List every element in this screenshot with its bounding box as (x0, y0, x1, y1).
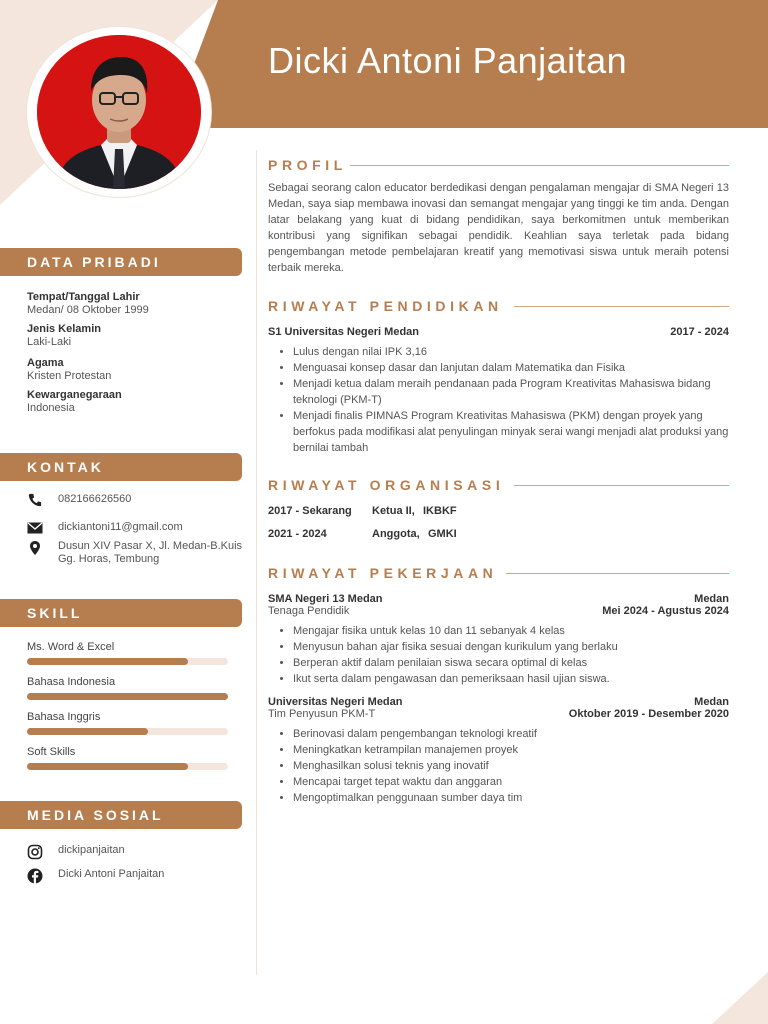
phone-icon (27, 493, 43, 507)
skill-fill (27, 763, 188, 770)
skill-bar (27, 693, 228, 700)
profil-text: Sebagai seorang calon educator berdedikasi dengan pengalaman mengajar di SMA Negeri 13 Medan, saya siap membawa inovasi dan semangat mengajar yang tinggi ke tim anda. Dengan latar belakang yang kuat di bidang pendidikan, saya berkomitmen untuk memberikan kontribusi yang signifikan sebagai pendidik. Keahlian saya terletak pada bidang pengembangan metode pembelajaran kreatif yang memotivasi siswa untuk meraih potensi terbaik mereka. (268, 182, 729, 274)
skill-bar (27, 728, 228, 735)
dp-value: Medan/ 08 Oktober 1999 (27, 304, 149, 316)
profil-heading: PROFIL (268, 157, 347, 173)
education-institution: S1 Universitas Negeri Medan (268, 326, 420, 338)
dp-label: Kewarganegaraan (27, 389, 122, 401)
corner-decoration-bottom-right (712, 972, 768, 1024)
education-bullets (281, 344, 741, 456)
pekerjaan-rule (506, 573, 729, 574)
facebook-name: Dicki Antoni Panjaitan (58, 868, 165, 880)
list-item: • Menjadi ketua dalam meraih pendanaan pada Program Kreativitas Mahasiswa bidang teknologi (PKM-T) (293, 376, 741, 408)
skill-heading: SKILL (0, 599, 242, 627)
pekerjaan-heading: RIWAYAT PEKERJAAN (268, 565, 498, 581)
list-item: • Berinovasi dalam pengembangan teknologi kreatif (293, 726, 741, 742)
dp-gender (27, 323, 101, 349)
skill-fill (27, 693, 228, 700)
organisasi-rule (514, 485, 729, 486)
skill-item (27, 641, 228, 653)
skill-bar (27, 763, 228, 770)
job-location: Medan (694, 696, 729, 708)
list-item: • Menjadi finalis PIMNAS Program Kreativitas Mahasiswa (PKM) dengan proyek yang berfokus pada modifikasi alat penyulingan minyak serai wangi menjadi alat produksi yang bernilai tambah (293, 408, 741, 456)
education-period: 2017 - 2024 (670, 326, 729, 338)
skill-item (27, 676, 228, 688)
job-employer: Universitas Negeri Medan (268, 696, 403, 708)
skill-fill (27, 658, 188, 665)
org-name: GMKI (428, 528, 457, 540)
instagram-icon (27, 844, 43, 860)
dp-value: Indonesia (27, 402, 75, 414)
dp-value: Laki-Laki (27, 336, 72, 348)
list-item: • Berperan aktif dalam penilaian siswa secara optimal di kelas (293, 655, 741, 671)
pendidikan-rule (514, 306, 729, 307)
dp-birth (27, 291, 149, 317)
org-period: 2021 - 2024 (268, 528, 327, 540)
list-item: • Meningkatkan ketrampilan manajemen proyek (293, 742, 741, 758)
skill-label: Bahasa Inggris (27, 711, 101, 723)
job-bullets (281, 623, 741, 687)
dp-label: Tempat/Tanggal Lahir (27, 291, 140, 303)
job-period: Oktober 2019 - Desember 2020 (568, 708, 729, 720)
profile-photo (37, 35, 201, 189)
kontak-heading: KONTAK (0, 453, 242, 481)
job-position: Tenaga Pendidik (268, 605, 350, 617)
org-name: IKBKF (423, 505, 457, 517)
list-item: • Lulus dengan nilai IPK 3,16 (293, 344, 741, 360)
email-icon (27, 521, 43, 535)
dp-religion (27, 357, 111, 383)
dp-value: Kristen Protestan (27, 370, 112, 382)
job-bullets (281, 726, 741, 806)
facebook-icon (27, 868, 43, 884)
organisasi-heading: RIWAYAT ORGANISASI (268, 477, 505, 493)
org-role: Anggota, (372, 528, 420, 540)
list-item: • Menyusun bahan ajar fisika sesuai dengan kurikulum yang berlaku (293, 639, 741, 655)
job-location: Medan (694, 593, 729, 605)
contact-email-text: dickiantoni11@gmail.com (58, 521, 183, 533)
skill-label: Soft Skills (27, 746, 76, 758)
skill-label: Ms. Word & Excel (27, 641, 115, 653)
dp-nationality (27, 389, 122, 415)
location-pin-icon (27, 540, 43, 554)
contact-address-text: Dusun XIV Pasar X, Jl. Medan-B.Kuis Gg. Horas, Tembung (58, 540, 243, 565)
profil-rule (350, 165, 729, 166)
list-item: • Ikut serta dalam pengawasan dan pemeriksaan hasil ujian siswa. (293, 671, 741, 687)
org-period: 2017 - Sekarang (268, 505, 352, 517)
dp-label: Jenis Kelamin (27, 323, 101, 335)
list-item: • Mencapai target tepat waktu dan anggaran (293, 774, 741, 790)
skill-item (27, 711, 228, 723)
skill-bar (27, 658, 228, 665)
job-position: Tim Penyusun PKM-T (268, 708, 376, 720)
dp-label: Agama (27, 357, 64, 369)
skill-item (27, 746, 228, 758)
pendidikan-heading: RIWAYAT PENDIDIKAN (268, 298, 503, 314)
candidate-name: Dicki Antoni Panjaitan (268, 40, 628, 81)
skill-fill (27, 728, 148, 735)
list-item: • Menguasai konsep dasar dan lanjutan dalam Matematika dan Fisika (293, 360, 741, 376)
media-sosial-heading: MEDIA SOSIAL (0, 801, 242, 829)
job-period: Mei 2024 - Agustus 2024 (602, 605, 729, 617)
list-item: • Mengoptimalkan penggunaan sumber daya tim (293, 790, 741, 806)
column-divider (256, 150, 257, 975)
list-item: • Mengajar fisika untuk kelas 10 dan 11 sebanyak 4 kelas (293, 623, 741, 639)
skill-label: Bahasa Indonesia (27, 676, 116, 688)
contact-phone-text: 082166626560 (58, 493, 132, 505)
instagram-handle: dickipanjaitan (58, 844, 125, 856)
list-item: • Menghasilkan solusi teknis yang inovatif (293, 758, 741, 774)
job-employer: SMA Negeri 13 Medan (268, 593, 383, 605)
data-pribadi-heading: DATA PRIBADI (0, 248, 242, 276)
org-role: Ketua II, (372, 505, 415, 517)
